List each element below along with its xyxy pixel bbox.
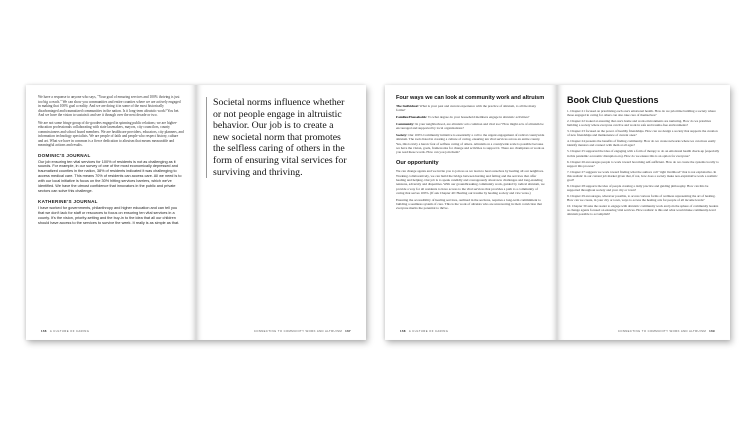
- question-item: 1. Chapter 21 focused on prioritizing each one's emotional health. How do we prioritize building a society where those engaged in caring for others can also take care of themselves?: [567, 109, 716, 118]
- question-item: 6. Chapter 26 encourages people to work toward becoming self-sufficient. How do we create the systems locally to support this process?: [567, 159, 719, 168]
- way-society: [396, 133, 546, 154]
- folio-title: A CULTURE OF CARING: [49, 329, 90, 333]
- page-167-content: [206, 97, 352, 178]
- folio-number: 169: [709, 329, 715, 333]
- katherines-journal-heading: KATHERINE'S JOURNAL: [38, 198, 98, 204]
- folio-number: 168: [400, 329, 406, 333]
- folio-number: 166: [41, 329, 47, 333]
- opportunity-paragraph-2: Ensuring the accessibility of healing services, outlined in the sections, requires a long-term commitment to building a seamless system of care. This is the work of altruists who are unwavering in their conviction that everyone merits the potential to thrive.: [396, 197, 542, 211]
- intro-paragraph-2: We are not some fringe group of do-gooders engaged in spinning public relations; we are higher-education professionals collaborating with state lawmakers, mayors, city councilors, county commissioners and school board members. We are healthcare providers, educators, city planners, and information technology specialists. We are people of faith and people who respect history, culture and art. What we have in common is a fierce dedication to altruism that means measurable and meaningful actions and results.: [38, 120, 184, 147]
- way-text: Our 100% Community initiative is essentially a call to the urgent engagement of radical countywide altruism. The tools listed in creating a culture of caring, ensuring ten vital services across an entire county. Yes, this is truly a heroic feat of selfless caring of others. Altruism on a countywide scale is possible because we have the vision, goals, frameworks for change and activities to support it. There are champions at work as you read these words. How can you join them?: [396, 132, 545, 155]
- question-item: 3. Chapter 23 focused on the power of healthy friendships. How can we design a society that supports the creation of new friendships and maintenance of current ones?: [567, 129, 718, 138]
- way-text: What is your past and current experience with the practice of altruism, to all the many forms?: [396, 104, 537, 113]
- question-item: 7. Chapter 27 suggests we work toward finding what the authors call "right livelihood" that is not exploitative. In this realistic in our current job market given that, if not, how does a society make non-exploitative work a realistic goal?: [567, 169, 718, 182]
- right-book-spread: [385, 85, 730, 340]
- question-item: 8. Chapter 28 supports the idea of people creating a daily practice and guiding philosophy. How can this be supported throughout society and your city or town?: [567, 183, 709, 193]
- page-169-content: [567, 95, 720, 218]
- page-166-folio: [38, 329, 89, 333]
- dominics-journal-text: Our job ensuring ten vital services for 100% of residents is not as challenging as it sounds. For example, in our survey of one of the most economically depressed and traumatized counties in the nation, 38% of residents indicated it was challenging to access medical care. This means 70% of residents can access care. All we need is to with our local initiative is focus on the 30% hitting services barriers, which we've identified. We have the utmost confidence that innovators in the public and private sectors can solve this challenge.: [38, 159, 182, 193]
- page-168-folio: [397, 329, 448, 333]
- pull-quote: Societal norms influence whether or not people engage in altruistic behavior. Our job is to create a new societal norm that promotes the selfless caring of others in the form of ensuring vital services for surviving and thriving.: [206, 97, 352, 178]
- way-text: To what degree do your household members engage in altruistic activities?: [427, 115, 530, 120]
- book-club-title: Book Club Questions: [567, 95, 659, 105]
- page-169-folio: [618, 329, 718, 333]
- way-label: Society:: [396, 132, 408, 137]
- way-families: [396, 115, 546, 119]
- folio-title: A CULTURE OF CARING: [408, 329, 449, 333]
- page-168: [385, 85, 557, 340]
- dominics-journal-heading: DOMINIC'S JOURNAL: [38, 152, 91, 158]
- folio-number: 167: [345, 329, 351, 333]
- way-label: The Individual:: [396, 104, 419, 108]
- folio-title: CONNECTING TO COMMUNITY WORK AND ALTRUISM: [617, 329, 707, 333]
- way-label: Families/Households:: [396, 115, 428, 120]
- page-167: [196, 85, 366, 340]
- way-text: In your neighborhood, are altruistic acts common and vital too? How might acts of altruism be encouraged and supported by local organizations?: [396, 121, 544, 131]
- page-167-folio: [254, 329, 354, 333]
- question-item: 2. Chapter 22 looked at ensuring that one's home and work environments are nurturing. How do we prioritize building a society where everyone can live and work in safe and trauma-free environments?: [567, 119, 712, 128]
- katherines-journal-text: I have worked for governments, philanthropy and higher education and can tell you that we don't lack for staff or resources to focus on ensuring ten vital services in a county. It's the vision, priority-setting and the buy-in to the idea that all our children should have access to the services to survive the week. It really is as simple as that.: [38, 205, 180, 225]
- intro-paragraph-1: We have a response to anyone who says, "Your goal of ensuring services and 100% thriving is just too big a reach." We can show you communities and entire counties where we are actively engaged in making that 100% goal a reality. And we are doing it in some of the most historically disadvantaged and traumatized communities in the nation. Is it long-term altruistic work? You bet. And we have the vision to sustain it and see it through over the next decade or two.: [38, 95, 181, 117]
- book-club-question-list: [567, 109, 720, 217]
- question-item: 5. Chapter 25 supported the idea of engaging with a form of therapy to do an emotional health check-up (especially in this pandemic economic disruption era). How do we ensure this is an option for everyone?: [567, 149, 720, 158]
- folio-title: CONNECTING TO COMMUNITY WORK AND ALTRUISM: [253, 329, 343, 333]
- way-label: Community:: [396, 121, 415, 126]
- question-item: 4. Chapter 24 presents the benefits of finding community. How do we create networks where we can more easily identify mentors and connect with them at all ages?: [567, 139, 716, 148]
- way-community: [396, 122, 546, 131]
- question-item: 10. Chapter 30 asks the reader to engage with altruistic community work and join the sphere of community leaders as change agents focused on ensuring vital services. How realistic is this and what would make community-level altruism possible to accomplish?: [567, 204, 719, 217]
- our-opportunity-heading: Our opportunity: [396, 160, 439, 167]
- four-ways-heading: Four ways we can look at community work and altruism: [396, 95, 545, 101]
- page-168-content: [396, 95, 546, 213]
- opportunity-paragraph-1: We can change agents and we invite you to join us as we learn to heal ourselves by healing all our neighbors. Working collaboratively, we can build the bridge between hurting and failing and the services that offer healing and helping. Our job is to speak candidly and courageously about new challenges and long-standing tensions, adversity and disparities. With our groundbreaking community work, guided by radical altruism, we provide a way for all residents to have access to the vital services that provides a path to a community of caring that serves 100%. (If ask Chapter 40: Healing our trauma by healing society and vice versa.): [396, 169, 545, 195]
- page-169: [557, 85, 730, 340]
- left-book-spread: [26, 85, 366, 340]
- question-item: 9. Chapter 29 encourages, wherever possible, to access various forms of wellness representing the art of healing. How can we create, in your city or town, ways to access the healing arts for people of all income levels?: [567, 194, 716, 203]
- page-166-content: [38, 95, 184, 228]
- page-166: [26, 85, 196, 340]
- way-individual: [396, 104, 546, 113]
